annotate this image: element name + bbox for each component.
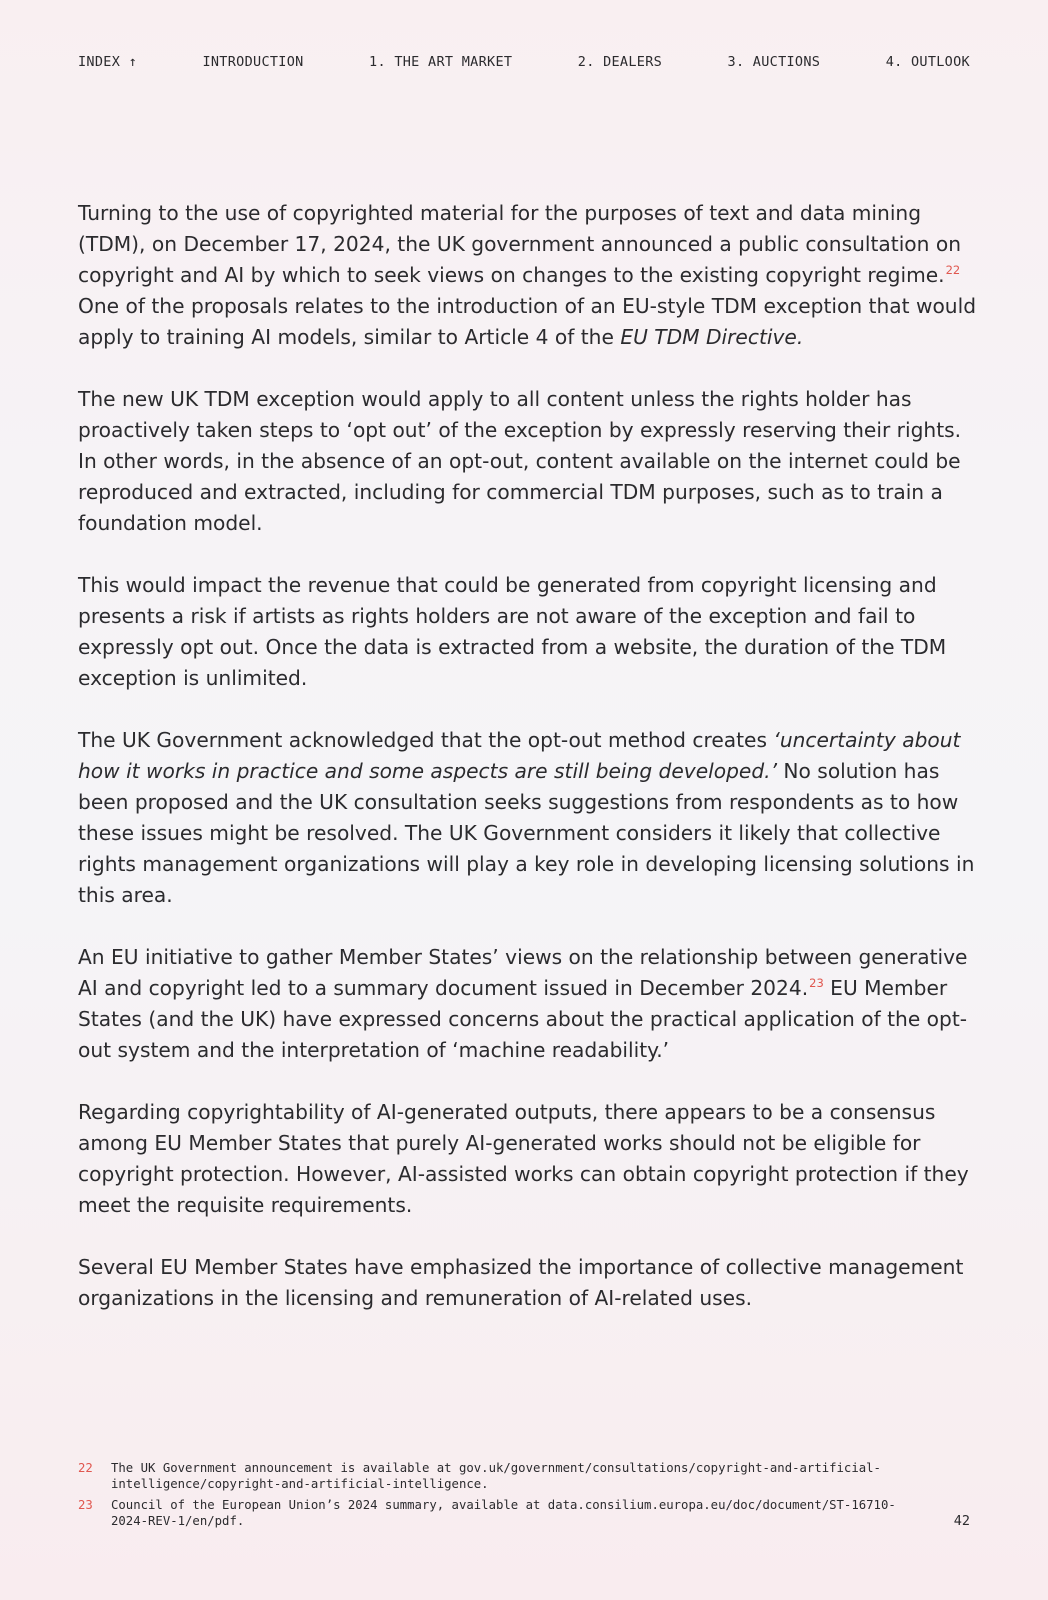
paragraph-1-text-b: One of the proposals relates to the introduction of an EU-style TDM exception that would apply to training AI models, similar to Article 4 of the: [78, 294, 977, 349]
nav-index-link[interactable]: INDEX ↑: [78, 54, 137, 70]
nav-outlook-link[interactable]: 4. OUTLOOK: [885, 54, 970, 70]
footnote-number: 23: [78, 1498, 93, 1512]
footnote-22: [78, 1460, 898, 1492]
nav-art-market-link[interactable]: 1. THE ART MARKET: [369, 54, 513, 70]
nav-auctions-link[interactable]: 3. AUCTIONS: [727, 54, 821, 70]
nav-introduction-link[interactable]: INTRODUCTION: [202, 54, 304, 70]
footnote-number: 22: [78, 1461, 93, 1475]
paragraph-2: The new UK TDM exception would apply to all content unless the rights holder has proactively taken steps to ‘opt out’ of the exception by expressly reserving their rights. In other words, in the absence of an opt-out, content available on the internet could be reproduced and extracted, including for commercial TDM purposes, such as to train a foundation model.: [78, 387, 962, 535]
paragraph-5: [78, 942, 978, 1066]
footnotes: [78, 1460, 898, 1534]
footnote-ref-22[interactable]: 22: [945, 263, 961, 277]
paragraph-1-text-a: Turning to the use of copyrighted material for the purposes of text and data mining (TDM), on December 17, 2024, the UK government announced a public consultation on copyright and AI by which to seek views on changes to the existing copyright regime.: [78, 201, 962, 287]
top-navigation: [78, 54, 970, 70]
paragraph-5-text-b: EU Member States (and the UK) have expressed concerns about the practical application of the opt-out system and the interpretation of ‘machine readability.’: [78, 976, 968, 1062]
page-number: 42: [953, 1513, 970, 1529]
footnote-text: Council of the European Union’s 2024 summary, available at data.consilium.europa.eu/doc/document/ST-16710-2024-REV-1/en/pdf.: [111, 1498, 896, 1528]
paragraph-1-italic: EU TDM Directive.: [620, 325, 804, 349]
body-text: [78, 198, 978, 1345]
paragraph-4-text-a: The UK Government acknowledged that the opt-out method creates: [78, 728, 774, 752]
footnote-ref-23[interactable]: 23: [809, 976, 824, 990]
nav-dealers-link[interactable]: 2. DEALERS: [577, 54, 663, 70]
footnote-23: [78, 1497, 898, 1529]
paragraph-7: Several EU Member States have emphasized the importance of collective management organizations in the licensing and remuneration of AI-related uses.: [78, 1255, 964, 1310]
paragraph-3: This would impact the revenue that could be generated from copyright licensing and presents a risk if artists as rights holders are not aware of the exception and fail to expressly opt out. Once the data is extracted from a website, the duration of the TDM exception is unlimited.: [78, 573, 947, 690]
paragraph-5-text-a: An EU initiative to gather Member States’ views on the relationship between generative AI and copyright led to a summary document issued in December 2024.: [78, 945, 968, 1000]
paragraph-6: Regarding copyrightability of AI-generated outputs, there appears to be a consensus among EU Member States that purely AI-generated works should not be eligible for copyright protection. However, AI-assisted works can obtain copyright protection if they meet the requisite requirements.: [78, 1100, 969, 1217]
paragraph-4: [78, 725, 978, 911]
paragraph-4-quote: ‘uncertainty about how it works in practice and some aspects are still being developed.’: [78, 728, 961, 783]
paragraph-1: [78, 198, 978, 353]
footnote-text: The UK Government announcement is available at gov.uk/government/consultations/copyright-and-artificial-intelligence/copyright-and-artificial-intelligence.: [111, 1461, 881, 1491]
paragraph-4-text-b: No solution has been proposed and the UK consultation seeks suggestions from respondents as to how these issues might be resolved. The UK Government considers it likely that collective rights management organizations will play a key role in developing licensing solutions in this area.: [78, 759, 975, 907]
